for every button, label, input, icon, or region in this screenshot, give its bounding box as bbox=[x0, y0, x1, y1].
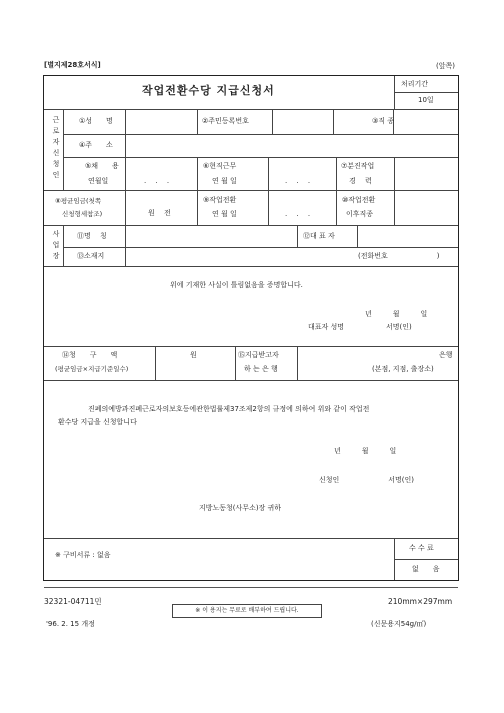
revision-date: '96. 2. 15 개정 bbox=[46, 620, 95, 628]
avg-wage-label-1: ⑧평균임금(첫쪽 bbox=[55, 197, 102, 205]
business-location-label: ⑬소재지 bbox=[77, 252, 105, 260]
current-work-value: . . . bbox=[285, 177, 311, 185]
paper-spec: (신문용지54g/㎡) bbox=[371, 620, 427, 628]
business-section-label: 사업장 bbox=[52, 230, 60, 260]
representative-signature: 대표자 성명 서명(인) bbox=[308, 323, 412, 331]
request-text-line1: 진폐의예방과진폐근로자의보호등에관한법률제37조제2항의 규정에 의하여 위와 같이 작업전 bbox=[88, 405, 370, 413]
current-work-label-2: 연 월 일 bbox=[212, 177, 237, 185]
transfer-date-label-1: ⑨작업전환 bbox=[203, 196, 237, 204]
paper-size: 210mm×297mm bbox=[388, 597, 453, 606]
applicant-section-label: 근로자신청인 bbox=[52, 116, 60, 179]
processing-period-label: 처리기간 bbox=[401, 80, 429, 88]
avg-wage-unit: 원 전 bbox=[148, 209, 171, 217]
form-title: 작업전환수당 지급신청서 bbox=[142, 84, 275, 97]
transfer-job-label-2: 이후직종 bbox=[346, 210, 374, 218]
page-side-label: (앞쪽) bbox=[436, 62, 455, 70]
request-text-line2: 환수당 지급을 신청합니다 bbox=[58, 418, 137, 426]
request-date: 년 월 일 bbox=[334, 447, 397, 455]
dust-career-label-2: 경 력 bbox=[349, 177, 372, 185]
representative-label: ⑫대 표 자 bbox=[303, 232, 335, 240]
claim-amount-unit: 원 bbox=[190, 351, 197, 359]
processing-period-value: 10일 bbox=[418, 96, 434, 104]
transfer-date-label-2: 연 월 일 bbox=[212, 210, 237, 218]
bank-label-2: 하 는 은 행 bbox=[244, 365, 278, 373]
claim-amount-formula: (평균임금×지급기준일수) bbox=[55, 365, 129, 373]
free-distribution-note: ※ 이 용지는 무료로 배부하여 드립니다. bbox=[172, 604, 322, 618]
required-documents: ※ 구비서류 : 없음 bbox=[55, 551, 111, 559]
phone-number-label: (전화번호 ) bbox=[358, 252, 440, 260]
bank-unit: 은행 bbox=[439, 351, 453, 359]
form-code: 32321-04711민 bbox=[44, 597, 102, 606]
dust-career-label-1: ⑦분진작업 bbox=[341, 162, 375, 170]
address-label: ④주 소 bbox=[79, 141, 113, 149]
bank-branch: (본점, 지점, 출장소) bbox=[372, 365, 434, 373]
certification-text: 위에 기재한 사실이 틀림없음을 증명합니다. bbox=[170, 281, 303, 289]
form-number: [별지제28호서식] bbox=[44, 61, 101, 69]
job-type-label: ③직 종 bbox=[372, 117, 395, 125]
claim-amount-label: ⑭청 구 액 bbox=[62, 351, 118, 359]
fee-value: 없 음 bbox=[412, 565, 440, 573]
current-work-label-1: ⑥현직근무 bbox=[203, 162, 237, 170]
certification-date: 년 월 일 bbox=[365, 310, 428, 318]
name-label: ①성 명 bbox=[79, 117, 113, 125]
fee-label: 수 수 료 bbox=[409, 544, 434, 552]
hire-date-label-2: 연월일 bbox=[88, 177, 109, 185]
transfer-date-value: . . . bbox=[285, 210, 311, 218]
hire-date-value: . . . bbox=[144, 177, 170, 185]
transfer-job-label-1: ⑩작업전환 bbox=[342, 196, 376, 204]
bank-label-1: ⑮지급받고자 bbox=[238, 351, 279, 359]
recipient: 지방노동청(사무소)장 귀하 bbox=[199, 504, 282, 512]
hire-date-label-1: ⑤채 용 bbox=[85, 162, 119, 170]
resident-number-label: ②주민등록번호 bbox=[202, 117, 249, 125]
applicant-signature: 신청인 서명(인) bbox=[319, 476, 415, 484]
avg-wage-label-2: 신청형세참조) bbox=[62, 210, 103, 218]
business-name-label: ⑪명 칭 bbox=[77, 232, 107, 240]
